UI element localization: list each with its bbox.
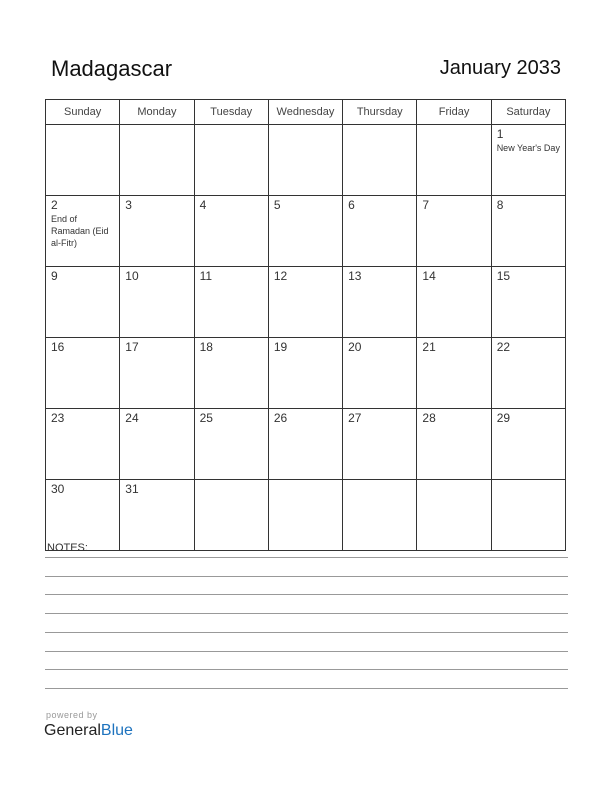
day-cell	[343, 267, 417, 338]
day-cell	[343, 480, 417, 551]
day-cell	[120, 196, 194, 267]
weekday-header: Saturday	[491, 100, 565, 125]
day-cell	[46, 480, 120, 551]
day-number: 16	[51, 340, 65, 354]
country-title: Madagascar	[51, 56, 173, 81]
day-number: 11	[199, 269, 213, 283]
day-number: 7	[422, 198, 430, 212]
day-cell	[417, 267, 491, 338]
day-number: 8	[496, 198, 504, 212]
note-line	[45, 613, 568, 614]
week-row	[46, 338, 566, 409]
weekday-header: Thursday	[343, 100, 417, 125]
day-number: 6	[348, 198, 355, 212]
note-line	[45, 594, 568, 595]
day-number: 15	[496, 269, 511, 283]
day-cell	[417, 338, 491, 409]
day-cell	[268, 480, 342, 551]
weekday-header: Sunday	[46, 100, 120, 125]
week-row	[46, 125, 566, 196]
day-number: 22	[496, 340, 511, 354]
day-cell	[491, 480, 565, 551]
day-number: 5	[273, 198, 281, 212]
day-cell	[120, 267, 194, 338]
day-number: 19	[273, 340, 288, 354]
day-number: 31	[125, 482, 139, 496]
day-cell	[194, 480, 268, 551]
day-cell	[46, 338, 120, 409]
day-cell	[120, 480, 194, 551]
day-cell	[343, 196, 417, 267]
day-cell	[46, 409, 120, 480]
day-number: 20	[348, 340, 362, 354]
day-cell	[120, 409, 194, 480]
day-number: 26	[273, 411, 288, 425]
day-cell	[268, 267, 342, 338]
day-number: 3	[125, 198, 132, 212]
weekday-header: Tuesday	[194, 100, 268, 125]
day-cell	[268, 409, 342, 480]
brand-blue-text: Blue	[100, 722, 133, 739]
day-number: 30	[51, 482, 65, 496]
day-cell	[417, 409, 491, 480]
generalblue-logo	[44, 722, 133, 740]
powered-by-text: powered by	[46, 710, 98, 720]
day-cell	[268, 125, 342, 196]
note-line	[45, 651, 568, 652]
day-cell	[417, 480, 491, 551]
day-cell	[343, 125, 417, 196]
note-line	[45, 557, 568, 558]
day-cell	[194, 267, 268, 338]
day-cell	[194, 409, 268, 480]
day-cell	[417, 196, 491, 267]
day-number: 28	[422, 411, 436, 425]
day-number: 9	[51, 269, 58, 283]
week-row	[46, 480, 566, 551]
day-number: 2	[51, 198, 58, 212]
notes-label: NOTES:	[47, 542, 88, 554]
holiday-label: New Year's Day	[496, 143, 560, 153]
day-cell	[46, 125, 120, 196]
day-number: 21	[422, 340, 436, 354]
day-cell	[491, 267, 565, 338]
note-line	[45, 632, 568, 633]
day-cell	[194, 196, 268, 267]
day-cell	[491, 196, 565, 267]
day-cell	[343, 338, 417, 409]
week-row	[46, 409, 566, 480]
day-number: 17	[125, 340, 139, 354]
day-cell	[417, 125, 491, 196]
day-cell	[268, 196, 342, 267]
note-line	[45, 576, 568, 577]
week-row	[46, 267, 566, 338]
day-number: 18	[199, 340, 213, 354]
day-cell	[46, 196, 120, 267]
day-cell	[491, 338, 565, 409]
weekday-header: Wednesday	[268, 100, 342, 125]
week-row	[46, 196, 566, 267]
weekday-header-row	[46, 100, 566, 125]
note-line	[45, 688, 568, 689]
day-number: 29	[496, 411, 511, 425]
day-number: 10	[125, 269, 139, 283]
day-number: 14	[422, 269, 436, 283]
day-number: 1	[496, 127, 504, 141]
day-number: 4	[199, 198, 207, 212]
day-number: 12	[273, 269, 288, 283]
weekday-header: Monday	[120, 100, 194, 125]
brand-general-text: General	[44, 722, 101, 739]
holiday-label: End of Ramadan (Eid al-Fitr)	[51, 214, 109, 248]
day-number: 27	[348, 411, 362, 425]
day-cell	[120, 338, 194, 409]
day-cell	[194, 125, 268, 196]
day-number: 13	[348, 269, 362, 283]
day-cell	[343, 409, 417, 480]
day-number: 23	[51, 411, 65, 425]
month-year-title: January 2033	[439, 57, 561, 79]
day-cell	[491, 409, 565, 480]
day-cell	[491, 125, 565, 196]
calendar-grid	[45, 99, 566, 551]
note-line	[45, 669, 568, 670]
day-number: 25	[199, 411, 213, 425]
weekday-header: Friday	[417, 100, 491, 125]
day-cell	[120, 125, 194, 196]
day-cell	[194, 338, 268, 409]
day-cell	[268, 338, 342, 409]
day-cell	[46, 267, 120, 338]
day-number: 24	[125, 411, 139, 425]
